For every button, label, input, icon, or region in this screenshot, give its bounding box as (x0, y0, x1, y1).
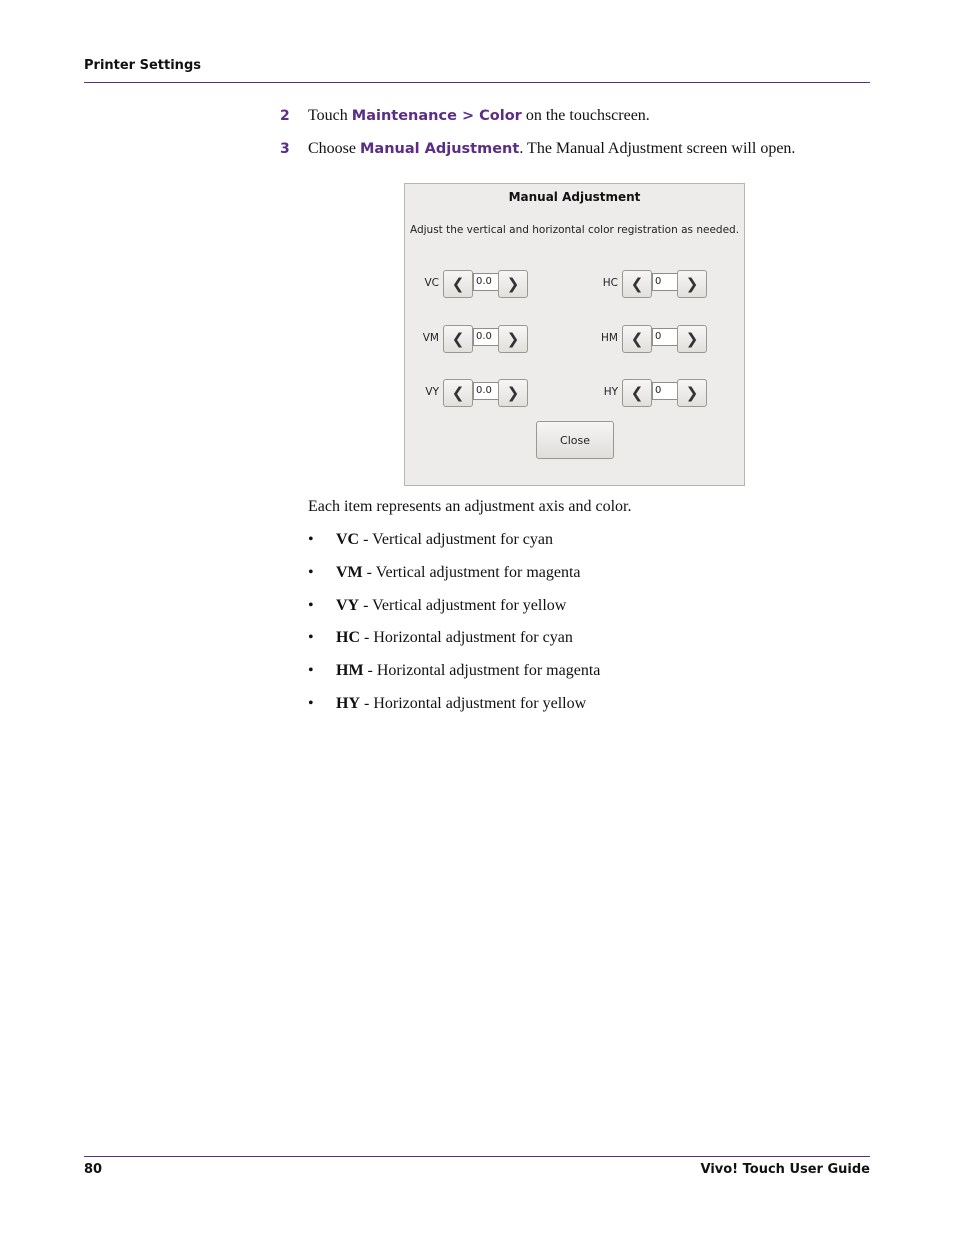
step-3 (280, 140, 795, 158)
chevron-right-icon: ❯ (506, 384, 520, 402)
hm-decrement-button[interactable] (622, 325, 652, 353)
vy-increment-button[interactable] (498, 379, 528, 407)
list-term: VM (336, 563, 363, 581)
step-number: 2 (280, 108, 290, 124)
menu-item-link: Manual Adjustment (360, 141, 520, 157)
bullet: • (308, 662, 314, 680)
hc-value-field[interactable]: 0 (652, 273, 680, 291)
list-description: - Horizontal adjustment for magenta (363, 662, 601, 680)
list-description: - Horizontal adjustment for cyan (360, 629, 573, 647)
hy-decrement-button[interactable] (622, 379, 652, 407)
vy-control (409, 379, 534, 407)
list-term: VY (336, 596, 360, 614)
control-label: HC (602, 277, 618, 289)
step-text-prefix: Choose (308, 140, 360, 157)
guide-title: Vivo! Touch User Guide (700, 1162, 870, 1177)
running-header: Printer Settings (84, 58, 201, 73)
hy-increment-button[interactable] (677, 379, 707, 407)
chevron-right-icon: ❯ (685, 275, 699, 293)
chevron-left-icon: ❮ (630, 275, 644, 293)
vy-value-field[interactable]: 0.0 (473, 382, 501, 400)
step-2 (280, 107, 650, 125)
chevron-left-icon: ❮ (451, 384, 465, 402)
control-label: VM (422, 332, 439, 344)
vy-decrement-button[interactable] (443, 379, 473, 407)
bullet: • (308, 596, 314, 614)
page-number: 80 (84, 1162, 103, 1177)
chevron-left-icon: ❮ (451, 330, 465, 348)
list-term: HY (336, 694, 360, 712)
bullet: • (308, 531, 314, 548)
vm-decrement-button[interactable] (443, 325, 473, 353)
hc-decrement-button[interactable] (622, 270, 652, 298)
menu-path-link: Maintenance > Color (351, 108, 522, 124)
list-item (308, 629, 600, 662)
list-item (308, 695, 600, 728)
chevron-right-icon: ❯ (685, 384, 699, 402)
list-item (308, 597, 600, 630)
list-description: - Vertical adjustment for yellow (359, 596, 567, 614)
vc-increment-button[interactable] (498, 270, 528, 298)
list-description: - Vertical adjustment for cyan (359, 531, 553, 548)
bullet: • (308, 694, 314, 712)
hy-value-field[interactable]: 0 (652, 382, 680, 400)
hm-increment-button[interactable] (677, 325, 707, 353)
hm-control (588, 325, 713, 353)
list-item (308, 564, 600, 597)
vm-control (409, 325, 534, 353)
list-description: - Horizontal adjustment for yellow (360, 694, 587, 712)
vc-value-field[interactable]: 0.0 (473, 273, 501, 291)
vc-decrement-button[interactable] (443, 270, 473, 298)
list-item (308, 531, 600, 564)
list-term: HM (336, 662, 364, 680)
vc-control (409, 270, 534, 298)
step-text-suffix: . The Manual Adjustment screen will open. (519, 140, 796, 157)
manual-adjustment-dialog (404, 183, 745, 486)
bullet: • (308, 629, 314, 647)
dialog-description: Adjust the vertical and horizontal color registration as needed. (409, 224, 740, 236)
vm-increment-button[interactable] (498, 325, 528, 353)
chevron-right-icon: ❯ (685, 330, 699, 348)
chevron-right-icon: ❯ (506, 330, 520, 348)
control-label: VY (425, 386, 439, 398)
axis-definition-list (308, 531, 600, 728)
chevron-left-icon: ❮ (451, 275, 465, 293)
footer-rule (84, 1156, 870, 1157)
hc-increment-button[interactable] (677, 270, 707, 298)
vm-value-field[interactable]: 0.0 (473, 328, 501, 346)
step-text-prefix: Touch (308, 107, 352, 124)
list-term: HC (336, 629, 360, 647)
hm-value-field[interactable]: 0 (652, 328, 680, 346)
control-label: VC (424, 277, 439, 289)
dialog-title: Manual Adjustment (508, 190, 641, 204)
hc-control (588, 270, 713, 298)
hy-control (588, 379, 713, 407)
intro-paragraph: Each item represents an adjustment axis and color. (308, 498, 632, 515)
step-number: 3 (280, 141, 290, 157)
control-label: HY (603, 386, 618, 398)
control-label: HM (601, 332, 618, 344)
close-button[interactable]: Close (536, 421, 614, 459)
chevron-right-icon: ❯ (506, 275, 520, 293)
bullet: • (308, 563, 314, 581)
list-item (308, 662, 600, 695)
chevron-left-icon: ❮ (630, 330, 644, 348)
chevron-left-icon: ❮ (630, 384, 644, 402)
header-rule (84, 82, 870, 83)
list-term: VC (336, 531, 360, 548)
step-text-suffix: on the touchscreen. (521, 107, 650, 124)
list-description: - Vertical adjustment for magenta (362, 563, 581, 581)
